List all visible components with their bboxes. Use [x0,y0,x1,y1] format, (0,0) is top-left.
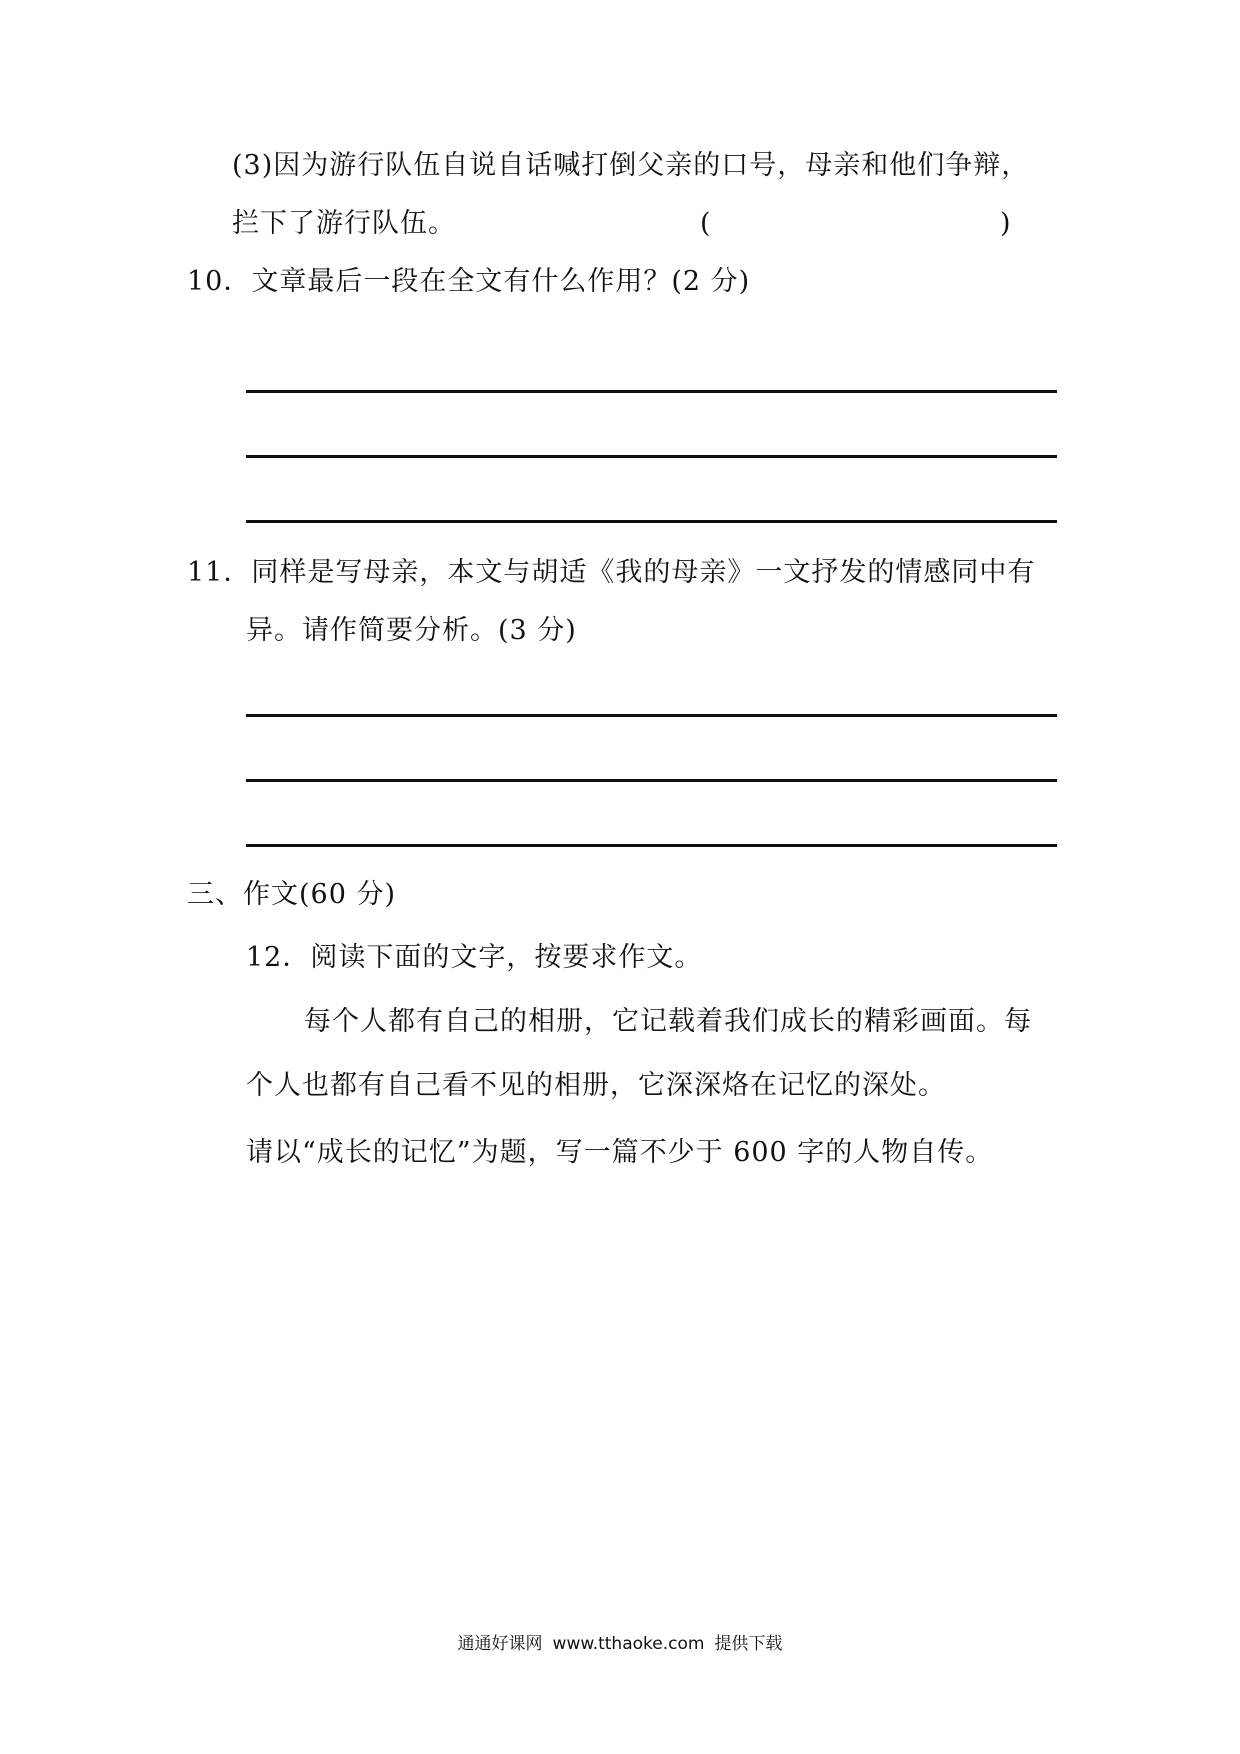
footer-site-name: 通通好课网 [457,1634,543,1654]
q11-question-line2: 异。请作简要分析。(3 分) [246,615,577,646]
q11-answer-line-3 [246,844,1057,847]
q11-question-line1 [187,555,1035,591]
q12-instruction-text: 阅读下面的文字，按要求作文。 [310,942,703,973]
footer-suffix: 提供下载 [714,1634,783,1654]
footer-url-link[interactable]: www.tthaoke.com [552,1634,705,1654]
q12-instruction [246,940,702,976]
q12-number: 12． [246,942,311,973]
q12-paragraph-line2: 个人也都有自己看不见的相册，它深深烙在记忆的深处。 [246,1070,946,1101]
q10-text: 文章最后一段在全文有什么作用？(2 分) [251,266,751,297]
section3-heading: 三、作文(60 分) [187,879,397,910]
q9-item3-line2: 拦下了游行队伍。 [232,208,456,239]
q11-answer-line-1 [246,714,1057,717]
q10-number: 10． [187,266,252,297]
q9-answer-paren-close: ) [1000,208,1011,239]
q11-number: 11． [187,557,252,588]
q11-answer-line-2 [246,779,1057,782]
q10-question [187,264,750,300]
q12-paragraph-line1: 每个人都有自己的相册，它记载着我们成长的精彩画面。每 [304,1006,1032,1037]
q9-answer-paren-open: ( [700,208,711,239]
q10-answer-line-1 [246,390,1057,393]
q10-answer-line-3 [246,520,1057,523]
q10-answer-line-2 [246,455,1057,458]
page-footer [0,1632,1240,1656]
q11-text-line1: 同样是写母亲，本文与胡适《我的母亲》一文抒发的情感同中有 [251,557,1036,588]
q12-task: 请以“成长的记忆”为题，写一篇不少于 600 字的人物自传。 [246,1137,994,1168]
q9-item3-line1: (3)因为游行队伍自说自话喊打倒父亲的口号，母亲和他们争辩， [232,150,1030,181]
